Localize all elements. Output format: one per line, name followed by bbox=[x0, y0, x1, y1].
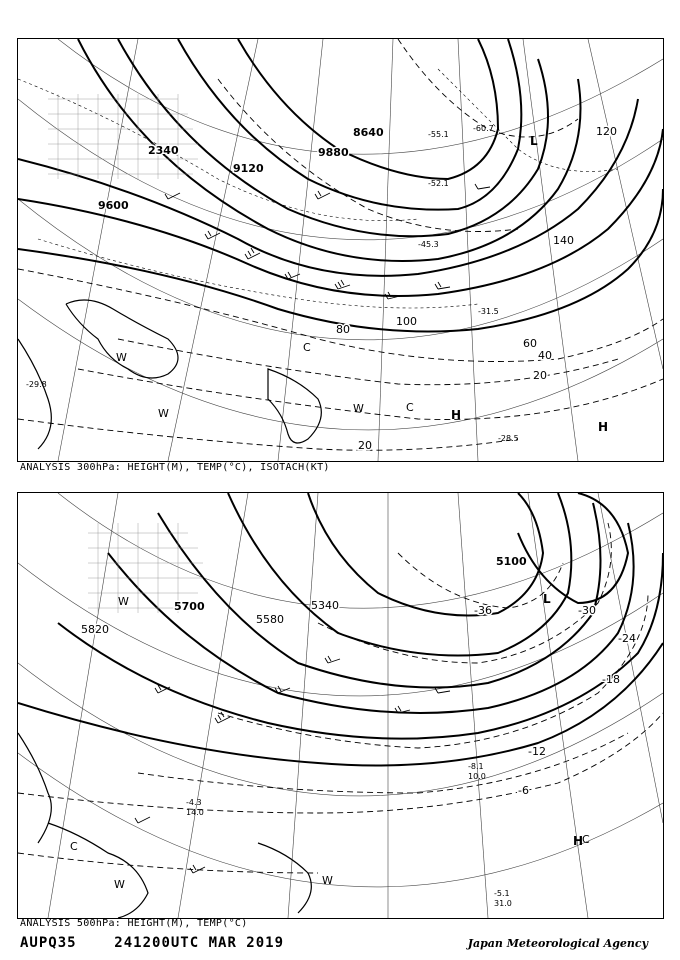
obs-dewpoint-label: 10.0 bbox=[468, 772, 486, 781]
isotach-label: 120 bbox=[596, 125, 617, 138]
temp-label: -29.8 bbox=[26, 380, 47, 389]
valid-time: 241200UTC MAR 2019 bbox=[114, 935, 285, 951]
cold-center-symbol: C bbox=[70, 840, 78, 853]
isotherm-label: -24 bbox=[618, 632, 636, 645]
isotherm-label: -18 bbox=[602, 673, 620, 686]
cold-center-symbol: C bbox=[406, 401, 414, 414]
isotherm-label: -12 bbox=[528, 745, 546, 758]
obs-temp-label: -8.1 bbox=[468, 762, 484, 771]
chart-footer bbox=[20, 935, 660, 955]
agency-name: Japan Meteorological Agency bbox=[467, 937, 648, 950]
isotherm-label: -36 bbox=[474, 604, 492, 617]
chart-id: AUPQ35 bbox=[20, 935, 77, 951]
obs-dewpoint-label: 14.0 bbox=[186, 808, 204, 817]
coastline bbox=[18, 300, 321, 449]
height-label: 5580 bbox=[256, 613, 284, 626]
obs-temp-label: -5.1 bbox=[494, 889, 510, 898]
panel-300-caption: ANALYSIS 300hPa: HEIGHT(M), TEMP(°C), ISOTACH(KT) bbox=[20, 462, 330, 473]
graticule-meridians bbox=[58, 39, 663, 461]
warm-center-symbol: W bbox=[114, 878, 125, 891]
isotach-label: 20 bbox=[533, 369, 547, 382]
warm-center-symbol: W bbox=[353, 402, 364, 415]
isotherm-label: -30 bbox=[578, 604, 596, 617]
isotach-label: 20 bbox=[358, 439, 372, 452]
temp-observations bbox=[26, 124, 519, 443]
panel-500-caption: ANALYSIS 500hPa: HEIGHT(M), TEMP(°C) bbox=[20, 918, 248, 929]
isotach-label: 80 bbox=[336, 323, 350, 336]
isotach-label: 100 bbox=[396, 315, 417, 328]
map-panel-500hpa bbox=[17, 492, 664, 919]
obs-temp-label: -4.3 bbox=[186, 798, 202, 807]
isotach-label: 140 bbox=[553, 234, 574, 247]
temp-label: -55.1 bbox=[428, 130, 449, 139]
low-center-symbol: L bbox=[530, 134, 538, 148]
obs-dewpoint-label: 31.0 bbox=[494, 899, 512, 908]
temp-label: -28.5 bbox=[498, 434, 519, 443]
warm-center-symbol: W bbox=[118, 595, 129, 608]
isotherm-label: -6 bbox=[518, 784, 529, 797]
isotherm-lines bbox=[18, 523, 663, 873]
temp-label: -45.3 bbox=[418, 240, 439, 249]
temp-label: -31.5 bbox=[478, 307, 499, 316]
warm-center-symbol: W bbox=[322, 874, 333, 887]
high-center-symbol: H bbox=[573, 834, 584, 848]
high-center-symbol: H bbox=[598, 420, 609, 434]
height-label: 5700 bbox=[174, 600, 205, 613]
warm-center-symbol: W bbox=[116, 351, 127, 364]
isotach-label: 40 bbox=[538, 349, 552, 362]
wind-barbs bbox=[165, 184, 490, 299]
map-panel-300hpa bbox=[17, 38, 664, 462]
height-label: 5340 bbox=[311, 599, 339, 612]
height-label: 5820 bbox=[81, 623, 109, 636]
height-label: 8640 bbox=[353, 126, 384, 139]
height-label: 9120 bbox=[233, 162, 264, 175]
height-label: 2340 bbox=[148, 144, 179, 157]
height-label: 5100 bbox=[496, 555, 527, 568]
cold-center-symbol: C bbox=[582, 833, 590, 846]
height-label: 9600 bbox=[98, 199, 129, 212]
height-label: 9880 bbox=[318, 146, 349, 159]
cold-center-symbol: C bbox=[303, 341, 311, 354]
graticule-parallels bbox=[18, 493, 663, 887]
chart-id-and-time bbox=[20, 935, 284, 951]
temp-label: -52.1 bbox=[428, 179, 449, 188]
warm-center-symbol: W bbox=[158, 407, 169, 420]
isotach-label: 60 bbox=[523, 337, 537, 350]
temp-label: -60.7 bbox=[473, 124, 494, 133]
coastline bbox=[18, 733, 311, 918]
high-center-symbol: H bbox=[451, 408, 462, 422]
map-500hpa-canvas bbox=[18, 493, 663, 918]
low-center-symbol: L bbox=[543, 592, 551, 606]
map-300hpa-canvas bbox=[18, 39, 663, 461]
height-contours bbox=[18, 39, 663, 332]
